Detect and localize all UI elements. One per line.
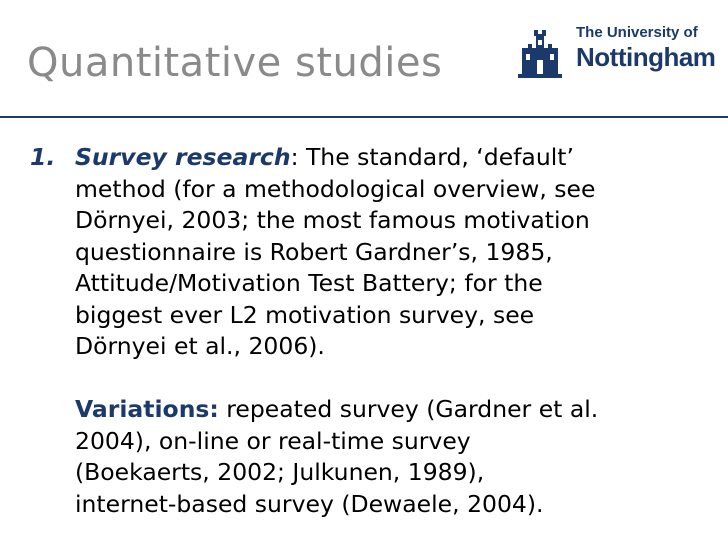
text-line: internet-based survey (Dewaele, 2004). <box>75 489 544 518</box>
text-line: Dörnyei, 2003; the most famous motivation <box>75 206 590 234</box>
logo-line-1: The University of <box>576 24 698 41</box>
list-number: 1. <box>30 143 56 171</box>
text-line: Attitude/Motivation Test Battery; for the <box>75 269 543 297</box>
item-first-line: : The standard, ‘default’ <box>290 143 574 171</box>
variations-first-line: repeated survey (Gardner et al. <box>218 395 599 423</box>
text-line: biggest ever L2 motivation survey, see <box>75 300 535 329</box>
castle-crest-icon <box>512 22 568 80</box>
slide-body <box>30 142 720 520</box>
paragraph-gap <box>75 363 720 395</box>
text-line: questionnaire is Robert Gardner’s, 1985, <box>75 237 553 266</box>
text-line: 2004), on-line or real-time survey <box>75 426 471 455</box>
text-line: method (for a methodological overview, see <box>75 174 596 203</box>
variations-label: Variations: <box>75 395 219 423</box>
text-line <box>75 394 720 426</box>
item-term: Survey research <box>75 143 291 171</box>
title-divider <box>0 116 728 118</box>
slide-title: Quantitative studies <box>27 40 443 86</box>
list-item <box>30 142 720 520</box>
university-wordmark <box>576 24 715 72</box>
text-line: Dörnyei et al., 2006). <box>75 332 325 360</box>
text-line <box>75 142 720 174</box>
university-logo <box>512 22 716 82</box>
logo-line-2: Nottingham <box>576 42 716 72</box>
text-line: (Boekaerts, 2002; Julkunen, 1989), <box>75 458 485 486</box>
